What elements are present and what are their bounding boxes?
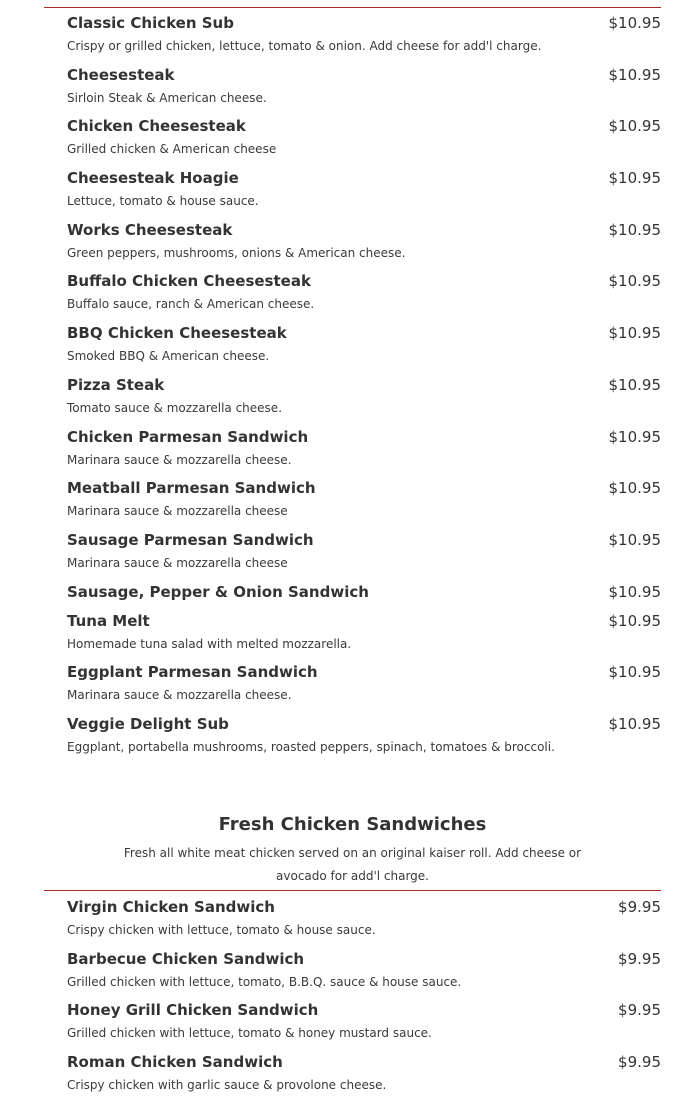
section-title: Fresh Chicken Sandwiches xyxy=(218,814,487,835)
item-name: Honey Grill Chicken Sandwich xyxy=(67,1001,319,1020)
menu-item xyxy=(67,64,661,116)
menu-item xyxy=(67,581,661,610)
section-divider xyxy=(44,890,661,891)
item-price: $10.95 xyxy=(608,479,661,498)
menu-item xyxy=(67,115,661,167)
item-description: Homemade tuna salad with melted mozzarella. xyxy=(67,636,352,651)
item-description: Smoked BBQ & American cheese. xyxy=(67,349,270,364)
item-price: $10.95 xyxy=(608,375,661,394)
menu-item xyxy=(67,374,661,426)
item-name: Eggplant Parmesan Sandwich xyxy=(67,663,318,682)
item-price: $9.95 xyxy=(618,898,661,916)
item-price: $9.95 xyxy=(618,1001,661,1020)
menu-item xyxy=(67,999,661,1051)
item-price: $9.95 xyxy=(618,949,661,968)
item-description: Sirloin Steak & American cheese. xyxy=(67,90,267,105)
item-price: $10.95 xyxy=(608,272,661,291)
menu-item xyxy=(67,661,661,713)
menu-item xyxy=(67,12,661,64)
item-name: Buffalo Chicken Cheesesteak xyxy=(67,272,311,291)
item-price: $10.95 xyxy=(608,663,661,682)
section-divider xyxy=(44,7,661,8)
item-price: $10.95 xyxy=(608,714,661,733)
menu-item xyxy=(67,713,661,765)
item-name: Sausage, Pepper & Onion Sandwich xyxy=(67,582,369,601)
item-name: Roman Chicken Sandwich xyxy=(67,1053,283,1072)
item-price: $9.95 xyxy=(618,1053,661,1072)
menu-item xyxy=(67,529,661,581)
menu-item xyxy=(67,610,661,662)
item-price: $10.95 xyxy=(608,324,661,343)
item-price: $10.95 xyxy=(608,582,661,601)
subs-menu-list xyxy=(67,12,661,765)
item-description: Marinara sauce & mozzarella cheese. xyxy=(67,452,292,467)
item-description: Tomato sauce & mozzarella cheese. xyxy=(67,400,283,415)
item-price: $10.95 xyxy=(608,65,661,84)
menu-item xyxy=(67,948,661,1000)
item-name: Cheesesteak xyxy=(67,65,175,84)
item-name: Barbecue Chicken Sandwich xyxy=(67,949,305,968)
menu-item xyxy=(67,167,661,219)
item-name: Works Cheesesteak xyxy=(67,220,233,239)
menu-item xyxy=(67,270,661,322)
item-name: Chicken Parmesan Sandwich xyxy=(67,427,309,446)
item-name: Sausage Parmesan Sandwich xyxy=(67,530,314,549)
item-name: Virgin Chicken Sandwich xyxy=(67,898,275,916)
item-name: Classic Chicken Sub xyxy=(67,14,234,32)
item-description: Marinara sauce & mozzarella cheese xyxy=(67,555,288,570)
item-name: Cheesesteak Hoagie xyxy=(67,169,239,188)
item-description: Grilled chicken with lettuce, tomato & honey mustard sauce. xyxy=(67,1026,432,1041)
item-name: Chicken Cheesesteak xyxy=(67,117,246,136)
menu-item xyxy=(67,219,661,271)
item-description: Crispy or grilled chicken, lettuce, tomato & onion. Add cheese for add'l charge. xyxy=(67,39,542,53)
item-description: Crispy chicken with garlic sauce & provolone cheese. xyxy=(67,1078,387,1093)
item-name: Veggie Delight Sub xyxy=(67,714,229,733)
item-description: Crispy chicken with lettuce, tomato & house sauce. xyxy=(67,923,376,937)
item-description: Grilled chicken with lettuce, tomato, B.B.Q. sauce & house sauce. xyxy=(67,974,462,989)
item-description: Marinara sauce & mozzarella cheese xyxy=(67,504,288,519)
menu-item xyxy=(67,477,661,529)
item-name: Pizza Steak xyxy=(67,375,165,394)
chicken-section-header xyxy=(44,812,661,888)
item-description: Lettuce, tomato & house sauce. xyxy=(67,194,259,209)
menu-item xyxy=(67,1051,661,1103)
item-description: Buffalo sauce, ranch & American cheese. xyxy=(67,297,315,312)
item-price: $10.95 xyxy=(608,220,661,239)
section-description: Fresh all white meat chicken served on an original kaiser roll. Add cheese or avocado for add'l charge. xyxy=(123,846,582,883)
menu-item xyxy=(67,322,661,374)
item-description: Grilled chicken & American cheese xyxy=(67,142,277,157)
item-name: Meatball Parmesan Sandwich xyxy=(67,479,316,498)
menu-item xyxy=(67,896,661,948)
item-name: Tuna Melt xyxy=(67,611,150,630)
item-description: Marinara sauce & mozzarella cheese. xyxy=(67,688,292,703)
item-price: $10.95 xyxy=(608,169,661,188)
item-description: Green peppers, mushrooms, onions & American cheese. xyxy=(67,245,406,260)
item-price: $10.95 xyxy=(608,117,661,136)
item-price: $10.95 xyxy=(608,611,661,630)
menu-item xyxy=(67,426,661,478)
chicken-menu-list xyxy=(67,896,661,1103)
item-price: $10.95 xyxy=(608,14,661,32)
item-name: BBQ Chicken Cheesesteak xyxy=(67,324,287,343)
item-price: $10.95 xyxy=(608,427,661,446)
item-price: $10.95 xyxy=(608,530,661,549)
item-description: Eggplant, portabella mushrooms, roasted peppers, spinach, tomatoes & broccoli. xyxy=(67,739,555,754)
